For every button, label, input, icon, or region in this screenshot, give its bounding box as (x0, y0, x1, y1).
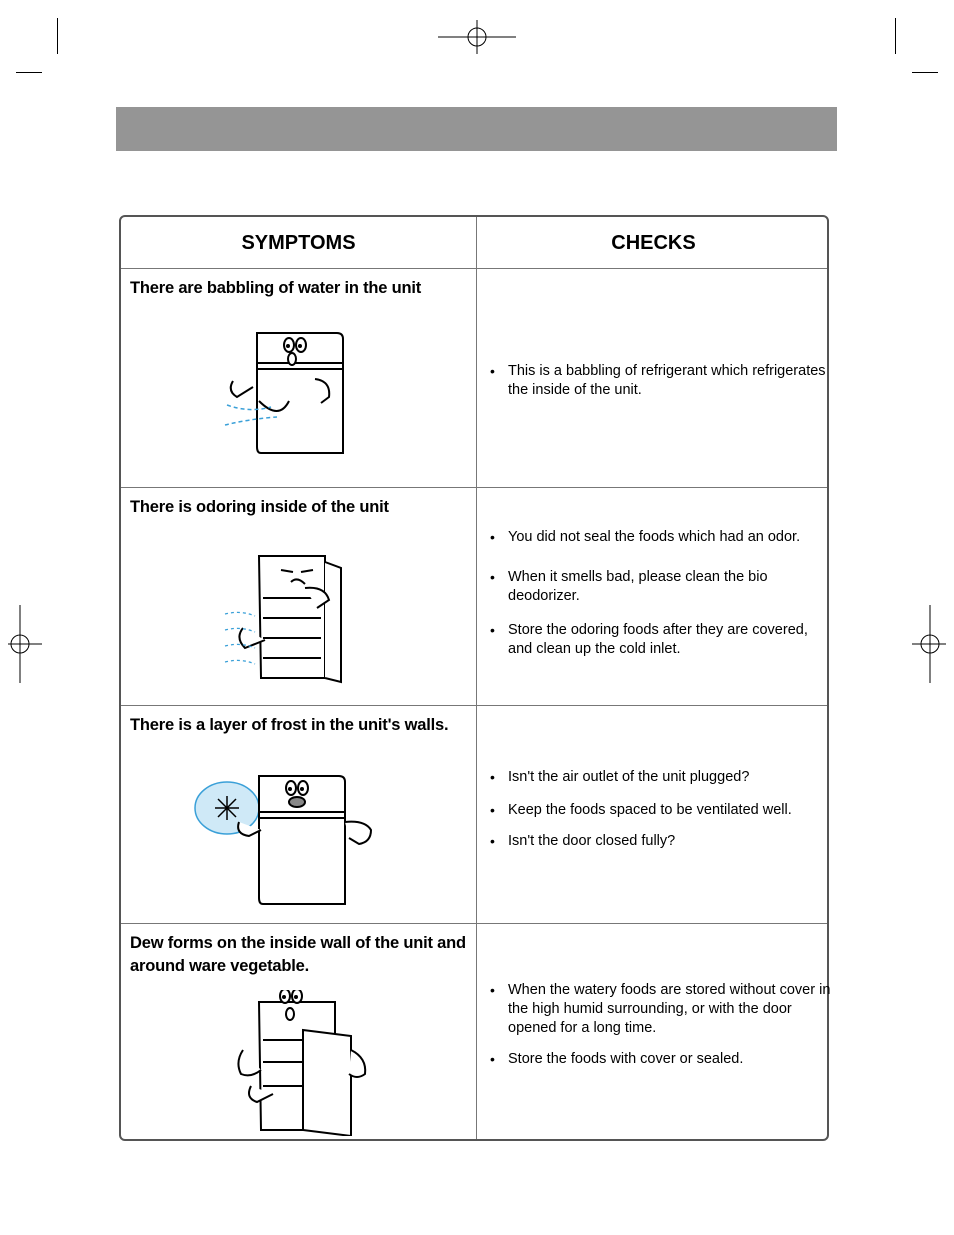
symptom-text: There is a layer of frost in the unit's walls. (130, 716, 449, 734)
checks-header: CHECKS (611, 231, 696, 254)
symptom-text: There are babbling of water in the unit (130, 279, 422, 297)
registration-mark-icon (912, 605, 946, 683)
crop-mark (16, 72, 42, 73)
table-row (121, 923, 831, 1141)
check-item: • This is a babbling of refrigerant which refrigerates the inside of the unit. (486, 362, 831, 400)
symptom-text: There is odoring inside of the unit (130, 498, 389, 516)
registration-mark-icon (8, 605, 42, 683)
check-item: • When the watery foods are stored without cover in the high humid surrounding, or with the door opened for a long time. (486, 981, 831, 1038)
crop-mark (895, 18, 896, 54)
refrigerator-odor-icon (221, 548, 371, 688)
check-item: • Store the odoring foods after they are covered, and clean up the cold inlet. (486, 621, 831, 659)
symptoms-header: SYMPTOMS (241, 231, 356, 254)
symptom-text: Dew forms on the inside wall of the unit and around ware vegetable. (130, 934, 466, 975)
crop-mark (912, 72, 938, 73)
section-header-bar (116, 107, 837, 151)
check-item: • Store the foods with cover or sealed. (486, 1050, 831, 1069)
refrigerator-frost-icon (189, 764, 379, 909)
registration-mark-icon (438, 20, 516, 54)
check-item: • When it smells bad, please clean the bio deodorizer. (486, 568, 831, 606)
refrigerator-water-babbling-icon (219, 321, 369, 461)
table-row (121, 705, 827, 923)
check-item: • Isn't the air outlet of the unit plugged? (486, 768, 831, 787)
troubleshooting-table (119, 215, 829, 1141)
check-item: • Isn't the door closed fully? (486, 832, 831, 851)
check-item: • Keep the foods spaced to be ventilated well. (486, 801, 831, 820)
check-item: • You did not seal the foods which had an odor. (486, 528, 831, 547)
table-row (121, 268, 827, 487)
table-row (121, 487, 827, 705)
refrigerator-dew-icon (233, 990, 373, 1136)
crop-mark (57, 18, 58, 54)
